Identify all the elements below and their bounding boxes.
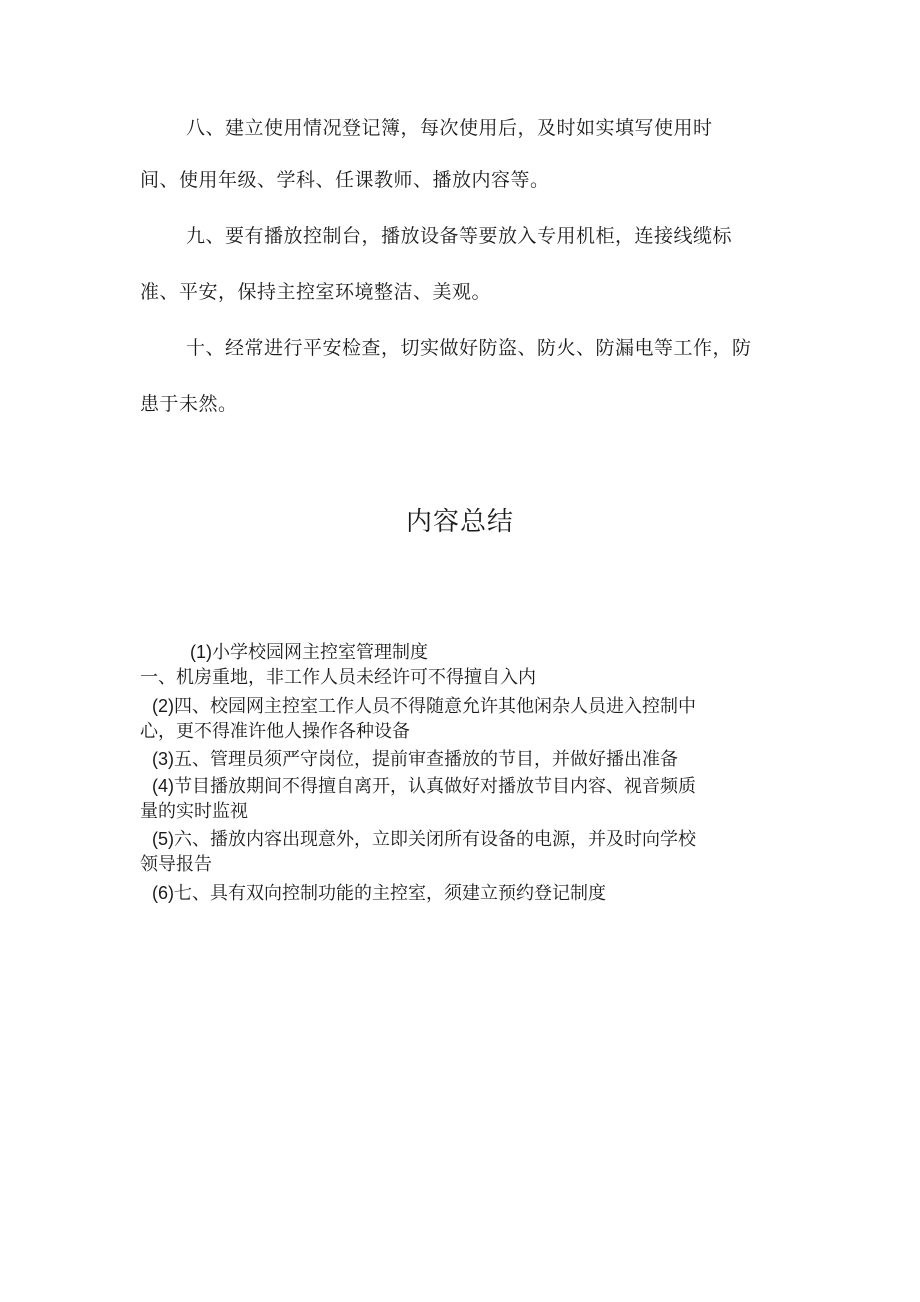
paragraph-8-line-1: 八、建立使用情况登记簿，每次使用后，及时如实填写使用时 [186,117,713,139]
paragraph-10-line-2: 患于未然。 [140,393,238,415]
summary-item-number: (6) [152,883,174,903]
summary-item-text: 一、机房重地，非工作人员未经许可不得擅自入内 [140,667,536,688]
summary-item-6 [152,827,696,852]
summary-item-5 [152,774,696,799]
summary-item-number: (4) [152,776,174,796]
summary-item-text: 四、校园网主控室工作人员不得随意允许其他闲杂人员进入控制中 [174,696,696,717]
summary-item-2 [140,666,536,690]
summary-item-text: 小学校园网主控室管理制度 [212,642,428,663]
summary-item-text: 五、管理员须严守岗位，提前审查播放的节目，并做好播出准备 [174,749,678,770]
summary-item-number: (1) [190,642,212,662]
paragraph-10-line-1: 十、经常进行平安检查，切实做好防盗、防火、防漏电等工作，防 [186,337,752,359]
paragraph-9-line-2: 准、平安，保持主控室环境整洁、美观。 [140,281,492,303]
summary-item-6-continuation: 领导报告 [140,854,212,875]
summary-item-text: 七、具有双向控制功能的主控室，须建立预约登记制度 [174,883,606,904]
summary-item-number: (5) [152,829,174,849]
summary-item-number: (3) [152,749,174,769]
summary-item-3-continuation: 心，更不得准许他人操作各种设备 [140,721,410,742]
paragraph-9-line-1: 九、要有播放控制台，播放设备等要放入专用机柜，连接线缆标 [186,225,733,247]
summary-item-4 [152,747,678,772]
summary-title: 内容总结 [405,507,514,537]
summary-item-1 [190,640,428,665]
summary-item-7 [152,881,606,906]
summary-item-5-continuation: 量的实时监视 [140,801,248,822]
summary-item-text: 节目播放期间不得擅自离开，认真做好对播放节目内容、视音频质 [174,776,696,797]
paragraph-8-line-2: 间、使用年级、学科、任课教师、播放内容等。 [140,169,550,191]
summary-item-3 [152,694,696,719]
summary-item-text: 六、播放内容出现意外，立即关闭所有设备的电源，并及时向学校 [174,829,696,850]
summary-item-number: (2) [152,696,174,716]
